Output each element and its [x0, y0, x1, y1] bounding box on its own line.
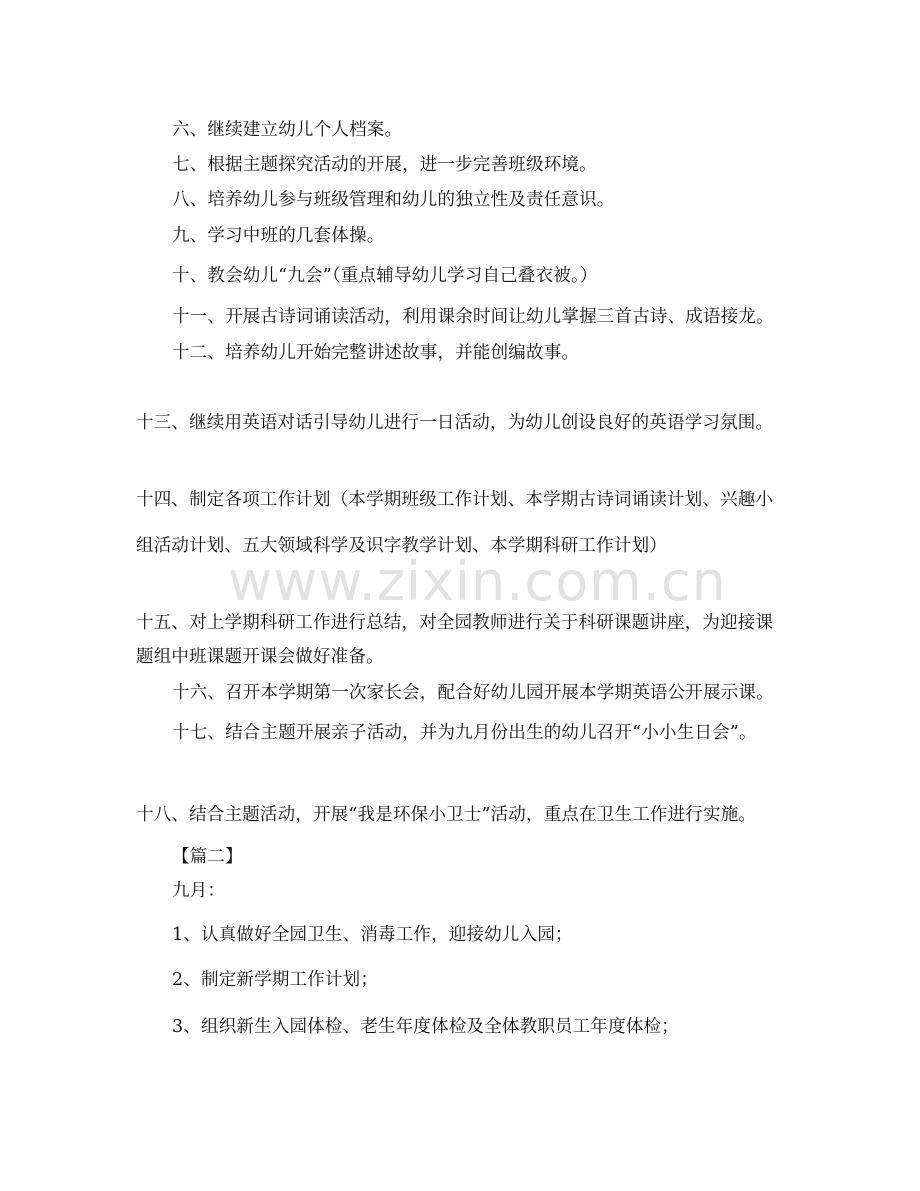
- watermark: www.zixin.com.cn: [228, 550, 727, 613]
- item-6: 六、继续建立幼儿个人档案。: [172, 120, 403, 140]
- sub-item-2: 2、制定新学期工作计划；: [172, 970, 379, 990]
- item-7: 七、根据主题探究活动的开展，进一步完善班级环境。: [172, 155, 597, 175]
- item-8: 八、培养幼儿参与班级管理和幼儿的独立性及责任意识。: [172, 190, 615, 210]
- item-9: 九、学习中班的几套体操。: [172, 226, 385, 246]
- item-16: 十六、召开本学期第一次家长会，配合好幼儿园开展本学期英语公开展示课。: [172, 683, 774, 703]
- item-13: 十三、继续用英语对话引导幼儿进行一日活动，为幼儿创设良好的英语学习氛围。: [136, 413, 774, 433]
- item-14-line-2: 组活动计划、五大领域科学及识字教学计划、本学期科研工作计划）: [136, 536, 667, 556]
- section-heading: 【篇二】: [172, 847, 243, 867]
- item-10: 十、教会幼儿“九会”（重点辅导幼儿学习自己叠衣被。）: [172, 266, 598, 286]
- item-14-line-1: 十四、制定各项工作计划（本学期班级工作计划、本学期古诗词诵读计划、兴趣小: [136, 490, 774, 510]
- item-11: 十一、开展古诗词诵读活动，利用课余时间让幼儿掌握三首古诗、成语接龙。: [172, 307, 774, 327]
- item-15-line-1: 十五、对上学期科研工作进行总结，对全园教师进行关于科研课题讲座，为迎接课: [136, 613, 774, 633]
- sub-item-1: 1、认真做好全园卫生、消毒工作，迎接幼儿入园；: [172, 925, 573, 945]
- item-17: 十七、结合主题开展亲子活动，并为九月份出生的幼儿召开“小小生日会”。: [172, 723, 757, 743]
- item-18: 十八、结合主题活动，开展“我是环保小卫士”活动，重点在卫生工作进行实施。: [136, 805, 757, 825]
- item-15-line-2: 题组中班课题开课会做好准备。: [136, 647, 384, 667]
- item-12: 十二、培养幼儿开始完整讲述故事，并能创编故事。: [172, 343, 580, 363]
- sub-item-3: 3、组织新生入园体检、老生年度体检及全体教职员工年度体检；: [172, 1017, 679, 1037]
- month-heading: 九月：: [172, 881, 226, 901]
